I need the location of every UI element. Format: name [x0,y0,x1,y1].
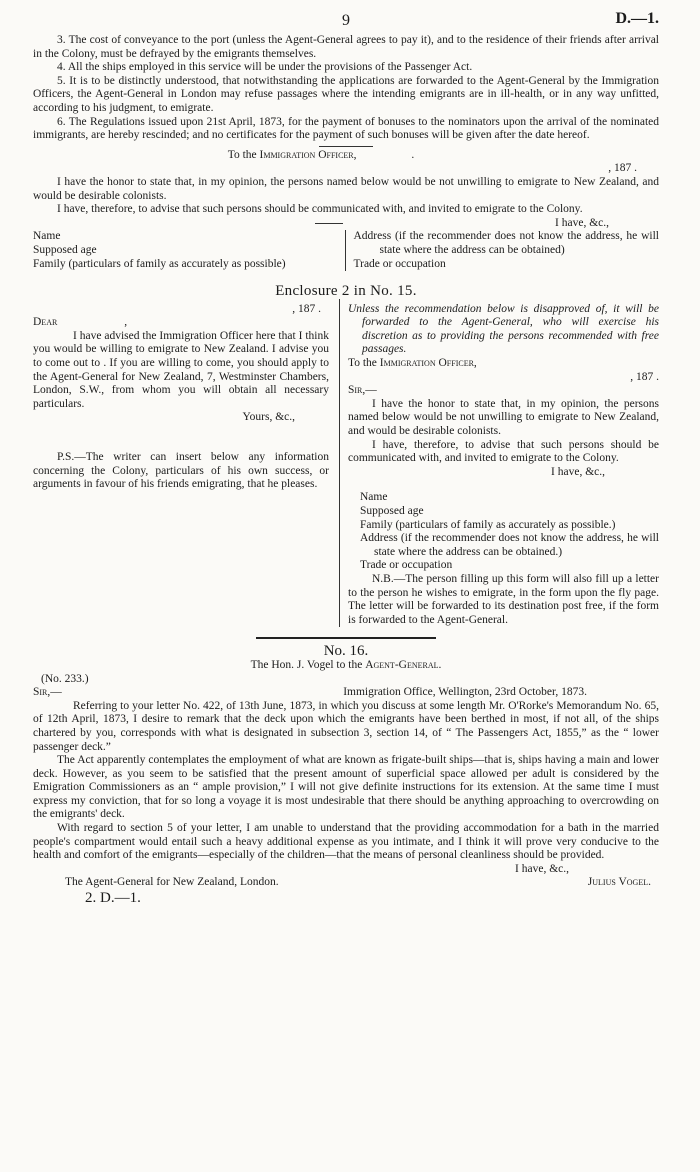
regulation-4: 4. All the ships employed in this service will be under the provisions of the Passenger Act. [57,61,473,74]
regulations-continued [33,34,659,143]
letter-no-16 [33,645,659,890]
form1-addressee: Immigration Officer, [259,148,357,161]
page-number: 9 [342,12,350,29]
form1-field-trade: Trade or occupation [353,257,446,270]
letter-yours: Yours, &c., [242,411,295,424]
form1-paragraph-1: I have the honor to state that, in my opinion, the persons named below would be not unwilling to emigrate to New Zealand, and would be desirable colonists. [33,175,659,202]
regulation-3: 3. The cost of conveyance to the port (unless the Agent-General agrees to pay it), and to the residence of their friends after arrival in the Colony, must be defrayed by the emigrants themselves. [33,34,659,60]
form2-to: To the [348,357,377,370]
regulation-5: 5. It is to be distinctly understood, that notwithstanding the applications are forwarded to the Agent-General by the Immigration Officers, the Agent-General in London may refuse passages where the intending emigrants are in ill-health, or in any way unfitted, according to his judgment, to emigrate. [33,74,659,114]
regulation-6: 6. The Regulations issued upon 21st April, 1873, for the payment of bonuses to the nominators upon the arrival of the nominated immigrants, are hereby rescinded; and no certificates for the payment of such bonuses will be given after the date hereof. [33,115,659,142]
document-code: D.—1. [615,10,659,27]
form1-field-family: Family (particulars of family as accurately as possible) [33,257,286,270]
no16-salutation: Sir,— [33,686,62,699]
letter-salutation-comma: , [124,316,128,329]
recommendation-form-2 [339,299,659,628]
form2-field-address: Address (if the recommender does not know the address, he will state where the address can be obtained.) [360,532,659,558]
recommendation-form-1 [33,149,659,271]
form1-to: To the [227,148,257,161]
form1-field-age: Supposed age [33,243,97,256]
no16-place-date: Immigration Office, Wellington, 23rd October, 1873. [343,686,587,699]
form2-field-trade: Trade or occupation [360,559,453,572]
letter-body: I have advised the Immigration Officer here that I think you would be willing to emigrate to New Zealand. I advise you to come out to . If you are willing to come, you should apply to the Agent-General for New Zealand, 7, Westminster Chambers, London, S.W., from whom you will obtain all necessary particulars. [33,329,329,410]
form2-salutation: Sir,— [348,384,377,397]
form1-dash [315,223,343,224]
form1-paragraph-2: I have, therefore, to advise that such persons should be communicated with, and invited to emigrate to the Colony. [57,203,583,216]
letter-postscript: P.S.—The writer can insert below any information concerning the Colony, particulars of his own success, or arguments in favour of his friends emigrating, that he pleases. [33,451,329,491]
enclosure-columns [33,299,659,628]
form2-note: Unless the recommendation below is disapproved of, it will be forwarded to the Agent-General, who will exercise his discretion as to providing the persons recommended with free passages. [348,302,659,356]
no16-signature: Julius Vogel. [587,876,651,889]
section-separator [256,637,436,639]
enclosure-title: Enclosure 2 in No. 15. [275,283,417,300]
form2-addressee: Immigration Officer, [379,357,477,370]
form1-field-address: Address (if the recommender does not know the address, he will state where the address can be obtained) [353,230,659,256]
no16-addressee: Agent-General. [365,658,442,671]
form2-field-family: Family (particulars of family as accurately as possible.) [360,518,616,531]
no16-title: No. 16. [323,643,369,660]
form2-fields [348,491,659,573]
no16-reference: (No. 233.) [41,672,89,685]
form2-date: , 187 . [630,370,659,383]
form1-date: , 187 . [608,162,637,175]
no16-paragraph-2: The Act apparently contemplates the employment of what are known as frigate-built ships—that is, ships having a main and lower deck. However, as you seem to be satisfied that the present amount of superficial space allowed per adult is considered by the Emigration Commissioners as an “ ample provision,” I will not give definite instructions for its extension. At the same time I must express my conviction, that for so long a voyage it is most undesirable that there should be anything approaching to overcrowding on the emigrants' deck. [33,754,659,821]
no16-closing: I have, &c., [515,862,569,875]
section-divider [319,146,373,147]
form2-closing: I have, &c., [551,465,605,478]
no16-addressee-line: The Agent-General for New Zealand, London. [65,876,279,889]
form1-field-name: Name [33,230,61,243]
page-header [33,0,659,34]
form2-field-name: Name [360,491,388,504]
form2-paragraph-2: I have, therefore, to advise that such persons should be communicated with, and invited to emigrate to the Colony. [348,438,659,465]
form1-to-dot: . [411,148,415,161]
form1-fields [33,230,659,271]
no16-paragraph-3: With regard to section 5 of your letter, I am unable to understand that the providing accommodation for a bath in the married people's compartment would entail such a heavy additional expense as you intimate, and I think it will prove very conducive to the health and comfort of the emigrants—especially of the children—that the means of personal cleanliness should be provided. [33,822,659,862]
form1-closing: I have, &c., [555,216,609,229]
no16-paragraph-1: Referring to your letter No. 422, of 13th June, 1873, in which you discuss at some length Mr. O'Rorke's Memorandum No. 65, of 12th April, 1873, I desire to remark that the deck upon which the emigrants have been berthed in most, if not all, of the ships chartered by you, corresponds with what is designated in subsection 3, section 14, of “ The Passengers Act, 1855,” as the “ lower passenger deck.” [33,699,659,753]
letter-template [33,299,339,628]
form2-paragraph-1: I have the honor to state that, in my opinion, the persons named below would be not unwilling to emigrate to New Zealand, and would be desirable colonists. [348,397,659,438]
signature-mark: 2. D.—1. [85,890,141,907]
form2-field-age: Supposed age [360,505,424,517]
letter-date: , 187 . [292,302,321,315]
no16-from: The Hon. J. Vogel to the [250,658,363,671]
form2-nota-bene: N.B.—The person filling up this form will also fill up a letter to the person he wishes to emigrate, in the form upon the fly page. The letter will be forwarded to its destination post free, if the form is forwarded to the Agent-General. [348,572,659,626]
letter-salutation: Dear [33,316,58,329]
